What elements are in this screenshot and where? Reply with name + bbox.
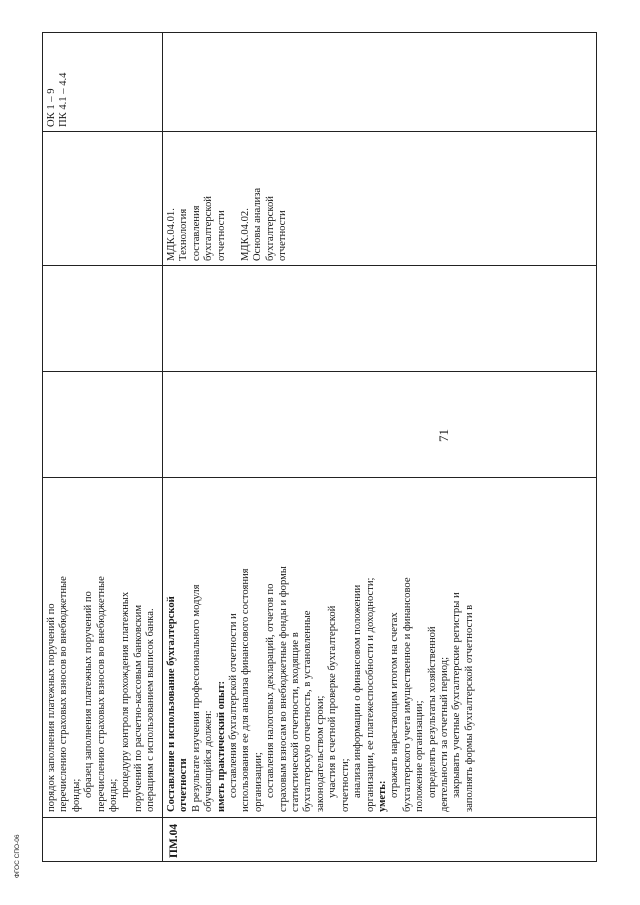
text-line: уметь: (376, 780, 388, 812)
column-divider (42, 371, 597, 372)
text-line: статистической отчетности, входящие в (290, 632, 302, 812)
text-line: закрывать учетные бухгалтерские регистры и (451, 592, 463, 798)
course-title-line: бухгалтерской (264, 196, 276, 261)
text-line: деятельности за отчетный период; (438, 656, 450, 812)
rotated-page (42, 32, 597, 862)
module-description (166, 480, 476, 812)
prev-row-competencies (46, 35, 71, 127)
column-divider (42, 477, 597, 478)
column-divider (42, 265, 597, 266)
page-number: 71 (436, 429, 451, 442)
text-line: положение организации; (414, 700, 426, 812)
text-line: операциям с использованием выписок банка. (145, 608, 157, 812)
text-line: отражать нарастающим итогом на счетах (389, 612, 401, 798)
course-entry (166, 135, 228, 261)
row-divider (162, 32, 163, 862)
text-line: отчетности (178, 758, 190, 812)
module-code: ПМ.04 (168, 823, 180, 858)
text-line: организации, ее платежеспособности и доходности; (364, 577, 376, 812)
text-line: перечислению страховых взносов во внебюджетные (58, 576, 70, 812)
text-line: обучающийся должен: (203, 710, 215, 812)
footer-mark: ФГОС СПО-06 (14, 834, 21, 878)
text-line: составления бухгалтерской отчетности и (228, 613, 240, 798)
text-line: заполнять формы бухгалтерской отчетности в (463, 604, 475, 812)
course-title-line: составления (190, 205, 202, 261)
text-line: использования ее для анализа финансового состояния (240, 568, 252, 812)
column-divider (42, 817, 597, 818)
text-line: процедуру контроля прохождения платежных (120, 591, 132, 798)
competency-general: ОК 1 – 9 (46, 88, 57, 127)
course-title-line: отчетности (277, 210, 289, 261)
text-line: отчетности; (339, 758, 351, 812)
text-line: поручений по расчетно-кассовым банковским (132, 604, 144, 812)
module-courses (166, 135, 290, 261)
course-code: МДК.04.01. (166, 208, 177, 261)
text-line: анализа информации о финансовом положении (352, 584, 364, 798)
text-line: организации; (252, 752, 264, 812)
text-line: бухгалтерскую отчетность, в установленные (302, 610, 314, 812)
course-title-line: Технология (178, 208, 190, 261)
course-code: МДК.04.02. (240, 208, 252, 261)
text-line: фонды; (70, 778, 82, 812)
text-line: Составление и использование бухгалтерской (166, 596, 177, 812)
text-line: бухгалтерского учета имущественное и финансовое (401, 577, 413, 812)
course-title-line: отчетности (215, 210, 227, 261)
prev-row-description (46, 480, 158, 812)
text-line: страховым взносам во внебюджетные фонды и формы (277, 566, 289, 812)
text-line: законодательством сроки; (314, 695, 326, 812)
competency-professional: ПК 4.1 – 4.4 (58, 72, 70, 127)
text-line: порядок заполнения платежных поручений по (46, 603, 57, 812)
text-line: составления налоговых деклараций, отчетов по (265, 583, 277, 798)
text-line: В результате изучения профессионального модуля (190, 584, 202, 812)
text-line: определять результаты хозяйственной (426, 626, 438, 798)
text-line: фонды; (108, 778, 120, 812)
text-line: иметь практический опыт: (215, 680, 227, 812)
text-line: участия в счетной проверке бухгалтерской (327, 605, 339, 798)
text-line: образец заполнения платежных поручений по (83, 591, 95, 798)
course-title-line: бухгалтерской (203, 196, 215, 261)
course-entry (240, 135, 290, 261)
text-line: перечислению страховых взносов во внебюджетные (95, 576, 107, 812)
column-divider (42, 131, 597, 132)
course-title-line: Основы анализа (252, 187, 264, 261)
